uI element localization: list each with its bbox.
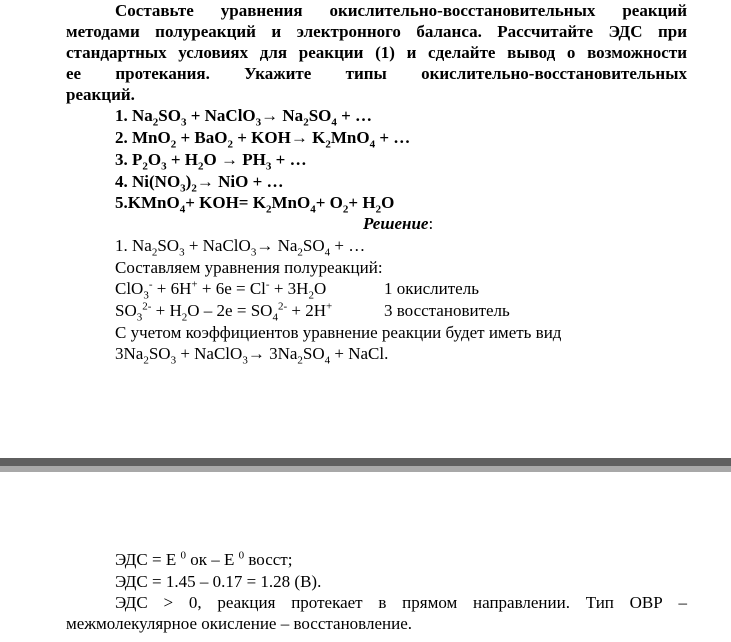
half-reaction-1-note: 1 окислитель (384, 279, 479, 298)
reaction-1: 1. $Na_2SO_3$ + NaClO$_3$→ $Na_2SO_4$ + … (115, 106, 373, 129)
coefficient-text: С учетом коэффициентов уравнение реакции будет иметь вид (115, 323, 562, 342)
conclusion-line-2: межмолекулярное окисление – восстановление. (66, 614, 412, 633)
task-line-2: методами полуреакций и электронного баланса. Рассчитайте ЭДС при (66, 22, 687, 41)
task-line-3: стандартных условиях для реакции (1) и сделайте вывод о возможности (66, 43, 687, 62)
half-reaction-1: $ClO_3^- + 6H^+ + 6e = Cl^- + 3H_2O$ (115, 278, 327, 302)
reaction-4: 4. $Ni(NO_3)_2\to$ NiO + … (115, 172, 284, 195)
emf-formula: ЭДС = Е $^0$ ок – Е $^0$ восст; (115, 549, 293, 569)
half-reactions-intro: Составляем уравнения полуреакций: (115, 258, 383, 277)
task-line-1: Составьте уравнения окислительно-восстановительных реакций (115, 1, 687, 20)
solution-equation-1: 1. $Na_2SO_3$ + NaClO$_3$→ $Na_2SO_4$ + … (115, 236, 366, 259)
half-reaction-2-note: 3 восстановитель (384, 301, 510, 320)
task-line-5: реакций. (66, 85, 135, 104)
conclusion-line-1: ЭДС > 0, реакция протекает в прямом направлении. Тип ОВР – (115, 593, 687, 612)
half-reaction-2: $SO_3^{2-} + H_2O - 2e = SO_4^{2-} + 2H^+$ (115, 300, 333, 324)
page-separator (0, 458, 731, 466)
reaction-3: 3. $P_2O_3 + H_2O \to PH_3$ + … (115, 150, 307, 173)
solution-heading: Решение: (363, 214, 434, 233)
document-page-bottom (0, 472, 731, 642)
emf-calculation: ЭДС = 1.45 – 0.17 = 1.28 (В). (115, 572, 322, 591)
task-line-4: ее протекания. Укажите типы окислительно-восстановительных (66, 64, 687, 83)
reaction-5: 5.KMnO$_4$+ $KOH= K_2MnO_4+ O_2+ H_2O$ (115, 193, 395, 216)
final-equation: $3Na_2SO_3$ + NaClO$_3$→ $3Na_2SO_4$ + NaCl. (115, 344, 389, 367)
reaction-2: 2. $MnO_2 + BaO_2 + KOH\to K_2MnO_4$ + … (115, 128, 411, 151)
